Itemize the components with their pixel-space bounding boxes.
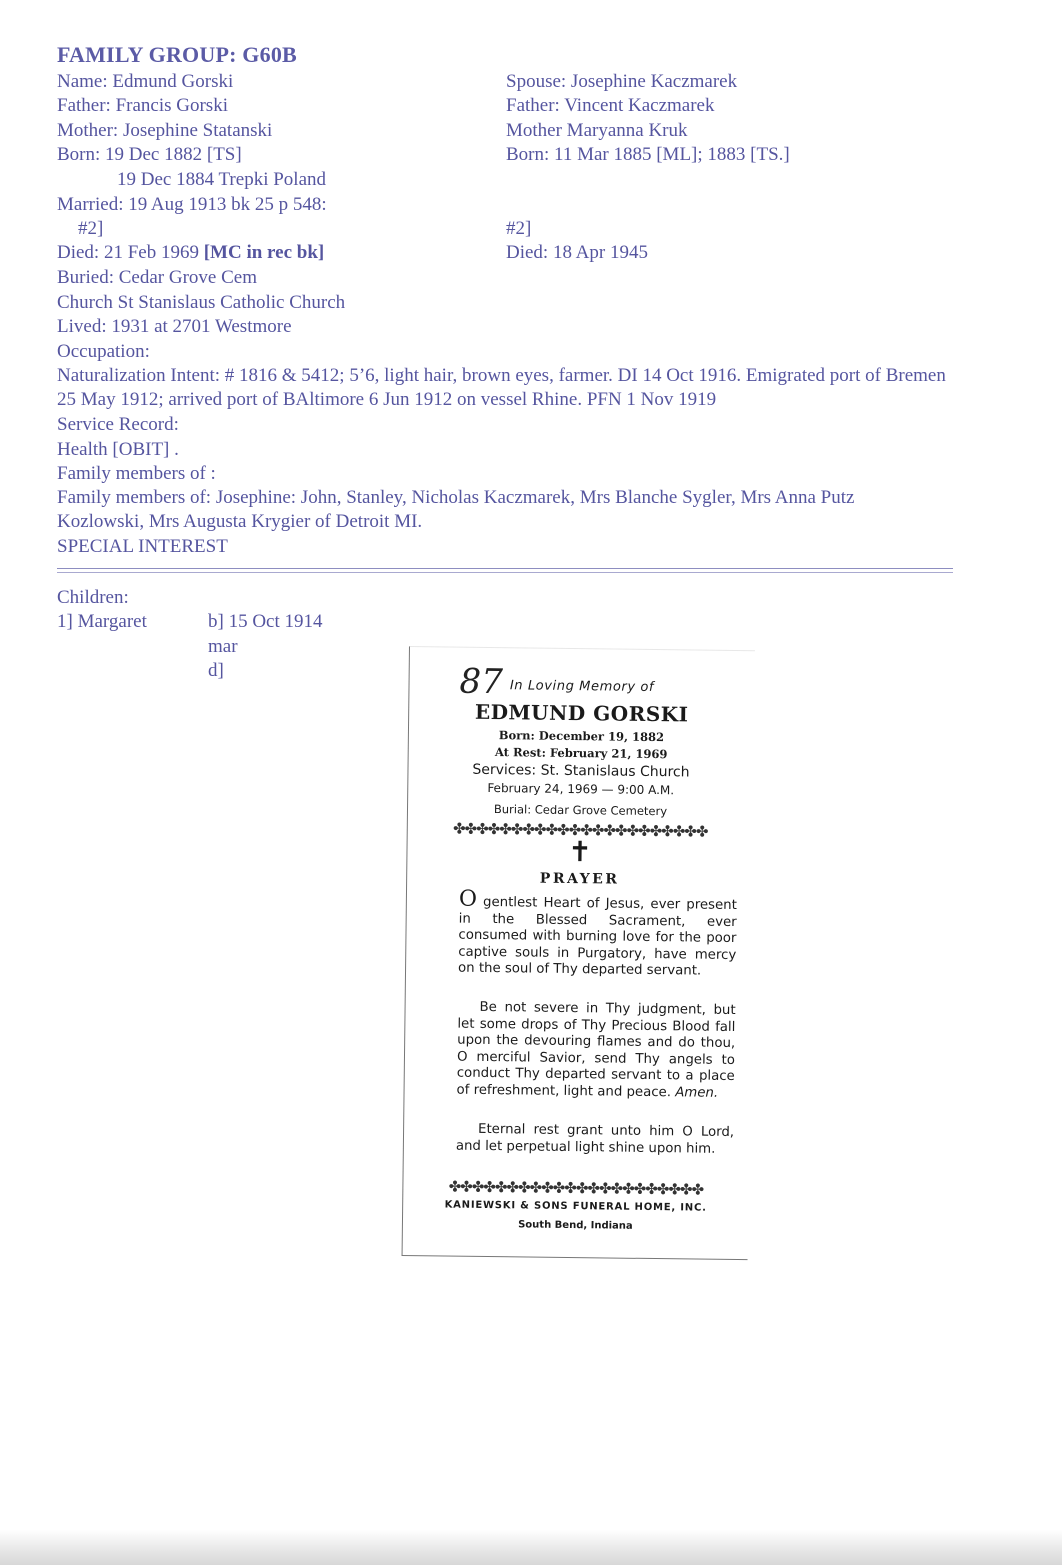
prayer-text-3: Eternal rest grant unto him O Lord, and let perpetual light shine upon him.: [455, 1121, 735, 1157]
card-deceased-name: EDMUND GORSKI: [474, 699, 689, 727]
child-married: mar: [208, 636, 238, 657]
service-record: Service Record:: [57, 414, 179, 435]
husband-lived: Lived: 1931 at 2701 Westmore: [57, 316, 292, 337]
spouse-mother: Mother Maryanna Kruk: [506, 120, 688, 141]
page-title: FAMILY GROUP: G60B: [57, 42, 297, 67]
marriage-record: Married: 19 Aug 1913 bk 25 p 548:: [57, 194, 327, 215]
husband-occupation: Occupation:: [57, 341, 150, 362]
naturalization-text: Naturalization Intent: # 1816 & 5412; 5’6, light hair, brown eyes, farmer. DI 14 Oct 1916. Emigrated port of Bremen 25 May 1912; arrived port of BAltimore 6 Jun 1912 on vessel Rhine. PFN 1 Nov 1919: [57, 365, 946, 410]
section-divider: [57, 568, 953, 569]
husband-number: #2]: [78, 218, 104, 239]
husband-born: Born: 19 Dec 1882 [TS]: [57, 144, 242, 165]
children-heading: Children:: [57, 587, 129, 608]
child-died: d]: [208, 660, 224, 681]
prayer-text-2: Be not severe in Thy judgment, but let some drops of Thy Precious Blood fall upon the devouring flames and do thou, O merciful Savior, send Thy angels to conduct Thy departed servant to a place of refreshment, light and peace.: [456, 999, 736, 1101]
section-divider-secondary: [57, 572, 953, 573]
card-burial: Burial: Cedar Grove Cemetery: [493, 802, 668, 819]
prayer-amen: Amen.: [675, 1085, 719, 1101]
funeral-home: KANIEWSKI & SONS FUNERAL HOME, INC.: [444, 1199, 707, 1214]
husband-name: Name: Edmund Gorski: [57, 71, 234, 92]
family-members-label: Family members of :: [57, 463, 216, 484]
prayer-initial: O: [458, 886, 478, 912]
child-name: 1] Margaret: [57, 611, 147, 632]
prayer-paragraph-1: [457, 886, 737, 981]
card-at-rest: At Rest: February 21, 1969: [494, 745, 668, 762]
cross-icon: ✝: [568, 834, 592, 869]
family-members-josephine: Family members of: Josephine: John, Stanley, Nicholas Kaczmarek, Mrs Blanche Sygler, Mrs Anna Putz Kozlowski, Mrs Augusta Krygier of Detroit MI.: [57, 487, 855, 532]
card-services: Services: St. Stanislaus Church: [472, 761, 690, 781]
husband-buried: Buried: Cedar Grove Cem: [57, 267, 257, 288]
spouse-died: Died: 18 Apr 1945: [506, 242, 648, 263]
memorial-card: [402, 646, 755, 1260]
husband-church: Church St Stanislaus Catholic Church: [57, 292, 346, 313]
husband-father: Father: Francis Gorski: [57, 95, 228, 116]
husband-died: [57, 241, 324, 265]
child-born: b] 15 Oct 1914: [208, 611, 323, 632]
health-record: Health [OBIT] .: [57, 439, 179, 460]
star-border-top: ✤✤✤✤✤✤✤✤✤✤✤✤✤✤✤✤✤✤✤✤✤✤: [452, 819, 708, 841]
handwritten-number: 87: [459, 661, 504, 703]
prayer-paragraph-2: [456, 1000, 735, 1103]
spouse-name: Spouse: Josephine Kaczmarek: [506, 71, 738, 92]
funeral-home-city: South Bend, Indiana: [518, 1219, 633, 1232]
special-interest: SPECIAL INTEREST: [57, 536, 228, 557]
husband-mother: Mother: Josephine Statanski: [57, 120, 273, 141]
spouse-number: #2]: [506, 218, 532, 239]
husband-died-note: [MC in rec bk]: [203, 242, 325, 263]
star-border-bottom: ✤✤✤✤✤✤✤✤✤✤✤✤✤✤✤✤✤✤✤✤✤✤: [448, 1177, 704, 1199]
card-services-date: February 24, 1969 — 9:00 A.M.: [487, 780, 675, 798]
card-memory-line: In Loving Memory of: [509, 678, 655, 695]
prayer-paragraph-3: [456, 1122, 734, 1159]
husband-born-alt: 19 Dec 1884 Trepki Poland: [117, 169, 326, 190]
spouse-father: Father: Vincent Kaczmarek: [506, 95, 715, 116]
scan-edge-shadow: [0, 1530, 1062, 1565]
husband-died-date: Died: 21 Feb 1969: [57, 242, 204, 263]
spouse-born: Born: 11 Mar 1885 [ML]; 1883 [TS.]: [506, 144, 790, 165]
prayer-heading: PRAYER: [539, 870, 620, 888]
prayer-text-1: gentlest Heart of Jesus, ever present in the Blessed Sacrament, ever consumed with burning love for the poor captive souls in Purgatory, have mercy on the soul of Thy departed servant.: [457, 894, 737, 979]
card-born: Born: December 19, 1882: [498, 728, 665, 745]
